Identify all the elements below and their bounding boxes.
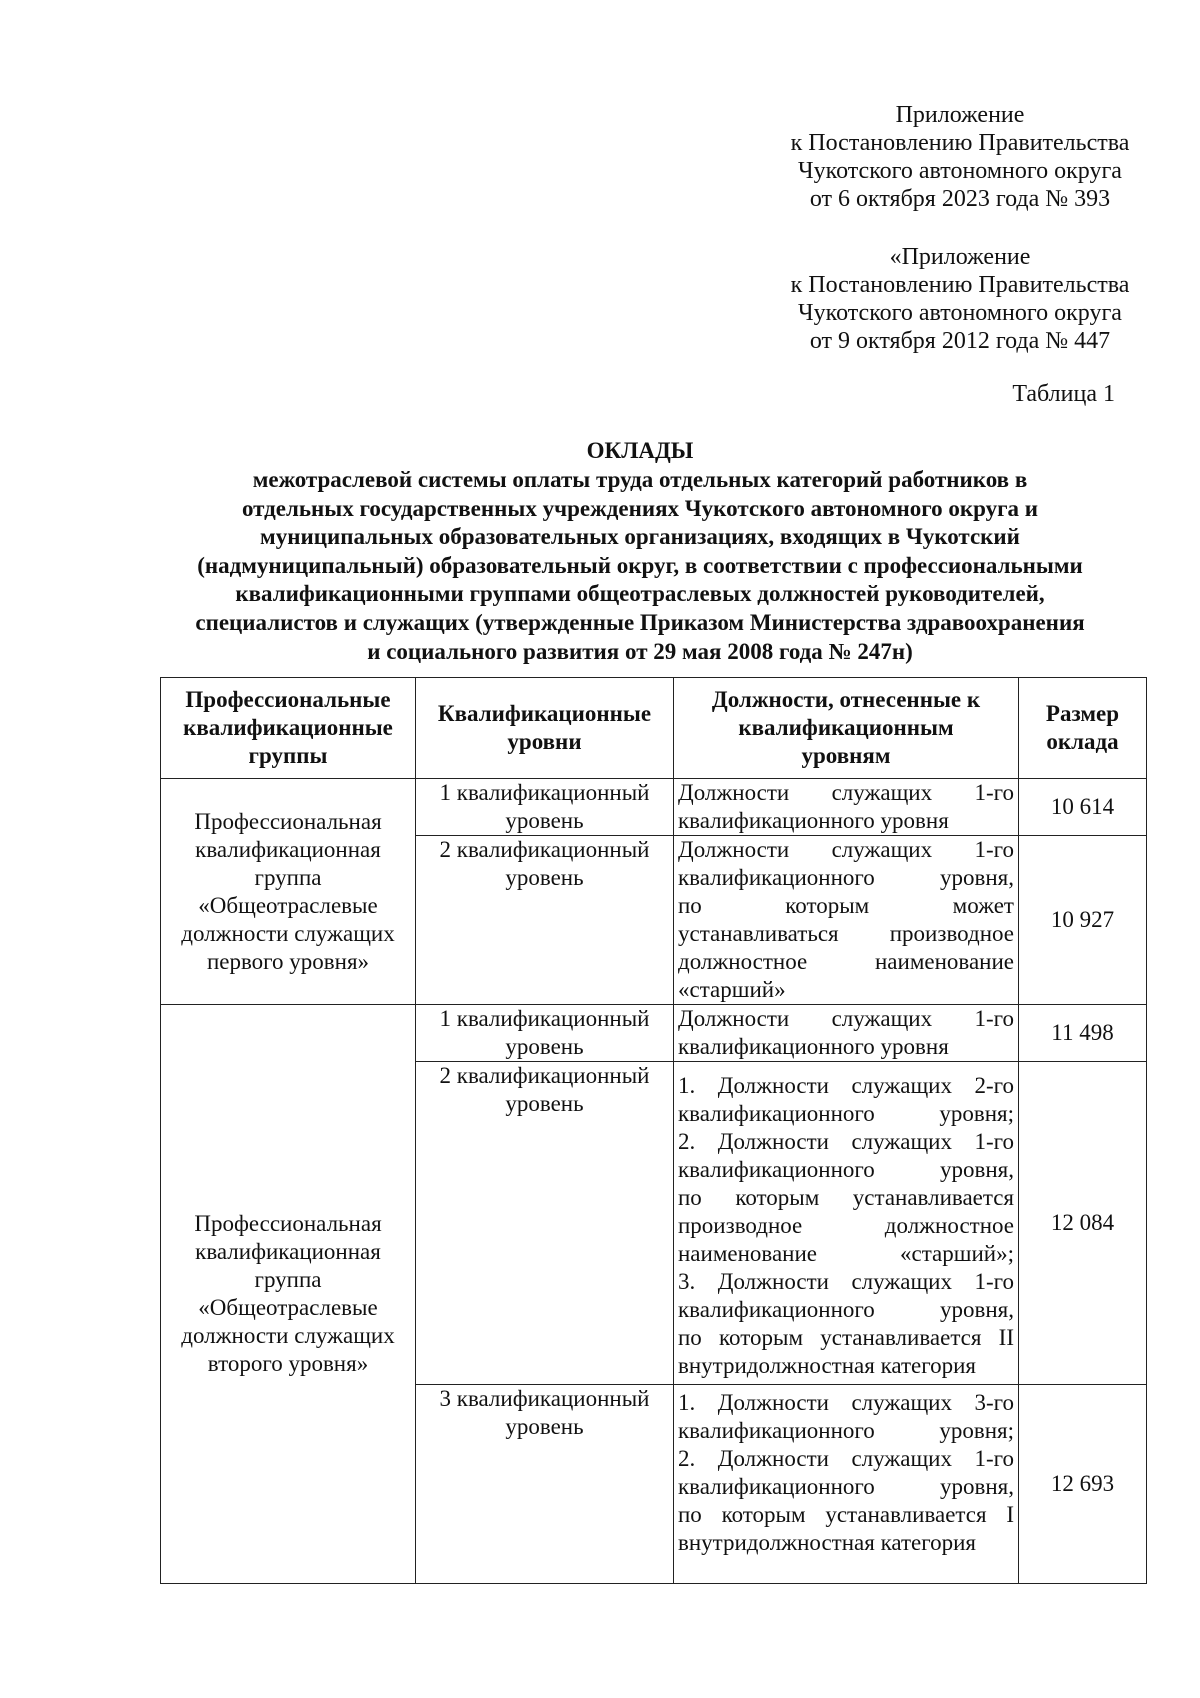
salary-table xyxy=(160,677,1147,1584)
text-line: квалификационными группами общеотраслевых должностей руководителей, xyxy=(235,581,1045,607)
positions-cell xyxy=(674,1385,1019,1584)
text-line: Должности служащих 1-го xyxy=(678,780,1014,805)
text-line: квалификационного уровня; xyxy=(678,1418,1014,1443)
text-line: уровням xyxy=(801,743,891,768)
text-line: должности служащих xyxy=(181,1323,395,1348)
text-line: первого уровня» xyxy=(206,948,370,974)
header-salary xyxy=(1019,678,1147,779)
text-line: 1 квалификационный xyxy=(439,1006,650,1031)
text-line: 1. Должности служащих 2-го xyxy=(678,1073,1014,1098)
text-line: внутридолжностная категория xyxy=(678,1530,977,1555)
text-line: Профессиональные xyxy=(185,687,391,712)
text-line: (надмуниципальный) образовательный округ, в соответствии с профессиональными xyxy=(197,552,1083,578)
level-cell xyxy=(416,779,674,836)
appendix-line: к Постановлению Правительства xyxy=(790,130,1130,156)
table-body xyxy=(161,779,1147,1584)
text-line: устанавливаться производное xyxy=(678,921,1014,946)
text-line: по которым устанавливается xyxy=(678,1185,1014,1210)
text-line: квалификационного уровня; xyxy=(678,1101,1014,1126)
appendix-line: Приложение xyxy=(895,102,1025,128)
table-label: Таблица 1 xyxy=(1012,381,1115,407)
header-group xyxy=(161,678,416,779)
text-line: 1 квалификационный xyxy=(439,780,650,805)
table-row xyxy=(161,779,1147,836)
appendix-line: к Постановлению Правительства xyxy=(790,272,1130,298)
text-line: 2 квалификационный xyxy=(439,1063,650,1088)
text-line: квалификационная xyxy=(195,836,381,862)
text-line: уровень xyxy=(505,1034,584,1059)
group-name-cell xyxy=(161,779,416,1005)
salary-cell: 11 498 xyxy=(1019,1005,1147,1062)
table-header-row xyxy=(161,678,1147,779)
text-line: квалификационного уровня, xyxy=(678,1297,1014,1322)
level-cell xyxy=(416,1062,674,1385)
text-line: уровни xyxy=(507,729,582,754)
text-line: группа xyxy=(254,864,322,890)
text-line: квалификационного уровня, xyxy=(678,865,1014,890)
text-line: уровень xyxy=(505,808,584,833)
text-line: квалификационным xyxy=(738,715,954,740)
text-line: наименование «старший»; xyxy=(678,1241,1014,1266)
text-line: квалификационные xyxy=(183,715,393,740)
text-line: Размер xyxy=(1045,701,1120,726)
appendix-line: Чукотского автономного округа xyxy=(798,158,1122,184)
text-line: группы xyxy=(248,743,328,768)
appendix-line: Чукотского автономного округа xyxy=(798,300,1122,326)
text-line: уровень xyxy=(505,865,584,890)
text-line: уровень xyxy=(505,1091,584,1116)
text-line: отдельных государственных учреждениях Чукотского автономного округа и xyxy=(241,495,1039,521)
level-cell xyxy=(416,836,674,1005)
header-positions xyxy=(674,678,1019,779)
text-line: Должности служащих 1-го xyxy=(678,837,1014,862)
appendix-line: от 9 октября 2012 года № 447 xyxy=(809,328,1111,354)
text-line: группа xyxy=(254,1267,322,1292)
text-line: Должности служащих 1-го xyxy=(678,1006,1014,1031)
text-line: квалификационного уровня, xyxy=(678,1474,1014,1499)
salary-cell: 10 927 xyxy=(1019,836,1147,1005)
text-line: «старший» xyxy=(678,977,786,1002)
text-line: муниципальных образовательных организациях, входящих в Чукотский xyxy=(260,524,1020,550)
appendix-header-current xyxy=(690,101,1200,213)
salary-cell: 12 084 xyxy=(1019,1062,1147,1385)
salary-cell: 12 693 xyxy=(1019,1385,1147,1584)
text-line: квалификационная xyxy=(195,1239,381,1264)
document-subtitle xyxy=(150,466,1130,666)
text-line: уровень xyxy=(505,1414,584,1439)
text-line: Квалификационные xyxy=(437,701,652,726)
text-line: оклада xyxy=(1046,729,1119,754)
text-line: второго уровня» xyxy=(207,1351,369,1376)
text-line: «Общеотраслевые xyxy=(198,1295,378,1320)
level-cell xyxy=(416,1005,674,1062)
salary-cell: 10 614 xyxy=(1019,779,1147,836)
text-line: должностное наименование xyxy=(678,949,1014,974)
level-cell xyxy=(416,1385,674,1584)
appendix-line: от 6 октября 2023 года № 393 xyxy=(809,186,1111,212)
text-line: специалистов и служащих (утвержденные Приказом Министерства здравоохранения xyxy=(195,609,1085,635)
text-line: и социального развития от 29 мая 2008 года № 247н) xyxy=(367,638,913,664)
appendix-header-original xyxy=(690,243,1200,355)
group-name-cell xyxy=(161,1005,416,1584)
positions-cell xyxy=(674,836,1019,1005)
text-line: внутридолжностная категория xyxy=(678,1353,977,1378)
text-line: 3 квалификационный xyxy=(439,1386,650,1411)
table-row xyxy=(161,1005,1147,1062)
text-line: должности служащих xyxy=(181,920,395,946)
text-line: Должности, отнесенные к xyxy=(711,687,981,712)
text-line: по которым устанавливается I xyxy=(678,1502,1014,1527)
appendix-line: «Приложение xyxy=(889,244,1031,270)
text-line: «Общеотраслевые xyxy=(198,892,378,918)
text-line: 2. Должности служащих 1-го xyxy=(678,1129,1014,1154)
text-line: квалификационного уровня xyxy=(678,1034,949,1059)
text-line: производное должностное xyxy=(678,1213,1014,1238)
document-title: ОКЛАДЫ xyxy=(586,438,694,463)
text-line: межотраслевой системы оплаты труда отдельных категорий работников в xyxy=(252,467,1028,492)
text-line: Профессиональная xyxy=(194,1211,382,1236)
text-line: по которым устанавливается II xyxy=(678,1325,1014,1350)
positions-cell xyxy=(674,1062,1019,1385)
text-line: 2 квалификационный xyxy=(439,837,650,862)
text-line: 2. Должности служащих 1-го xyxy=(678,1446,1014,1471)
text-line: Профессиональная xyxy=(194,808,382,834)
positions-cell xyxy=(674,779,1019,836)
text-line: квалификационного уровня, xyxy=(678,1157,1014,1182)
positions-cell xyxy=(674,1005,1019,1062)
text-line: 3. Должности служащих 1-го xyxy=(678,1269,1014,1294)
text-line: квалификационного уровня xyxy=(678,808,949,833)
text-line: по которым может xyxy=(678,893,1014,918)
header-level xyxy=(416,678,674,779)
text-line: 1. Должности служащих 3-го xyxy=(678,1390,1014,1415)
